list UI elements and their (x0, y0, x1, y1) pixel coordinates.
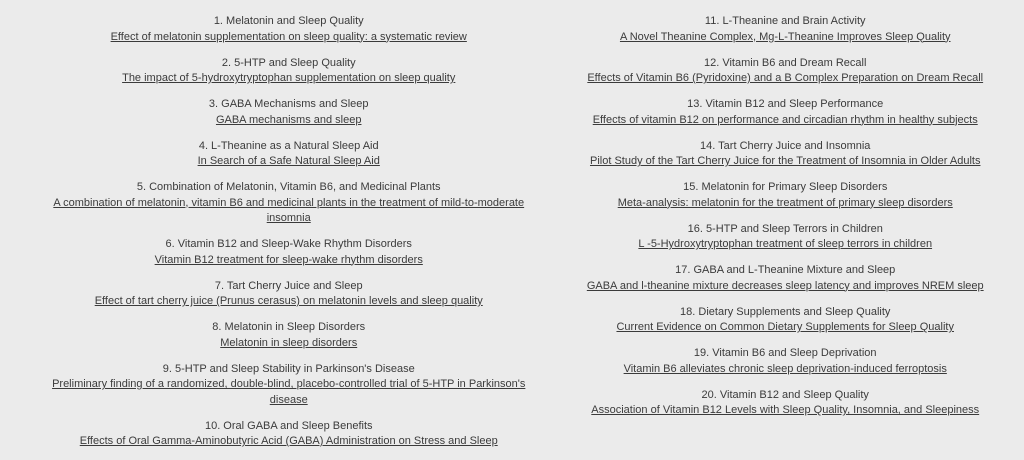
paper-link[interactable]: Effects of Vitamin B6 (Pyridoxine) and a B Complex Preparation on Dream Recall (587, 72, 984, 84)
paper-link[interactable]: Current Evidence on Common Dietary Supplements for Sleep Quality (616, 321, 954, 333)
paper-item-19 (546, 346, 1024, 377)
paper-item-10 (40, 419, 537, 450)
paper-title: 17. GABA and L-Theanine Mixture and Sleep (675, 264, 896, 276)
paper-item-17 (546, 263, 1024, 294)
paper-link[interactable]: A Novel Theanine Complex, Mg-L-Theanine Improves Sleep Quality (619, 30, 951, 43)
paper-link[interactable]: Effects of Oral Gamma-Aminobutyric Acid (GABA) Administration on Stress and Sleep (79, 435, 498, 447)
paper-item-4 (40, 139, 537, 170)
paper-title: 16. 5-HTP and Sleep Terrors in Children (687, 222, 883, 235)
paper-link[interactable]: Vitamin B6 alleviates chronic sleep deprivation-induced ferroptosis (623, 362, 947, 375)
paper-link[interactable]: L -5-Hydroxytryptophan treatment of sleep terrors in children (638, 238, 933, 250)
paper-link[interactable]: The impact of 5-hydroxytryptophan supplementation on sleep quality (122, 72, 456, 84)
paper-title: 10. Oral GABA and Sleep Benefits (204, 419, 373, 432)
paper-link[interactable]: Melatonin in sleep disorders (220, 336, 358, 349)
paper-link[interactable]: In Search of a Safe Natural Sleep Aid (197, 155, 380, 167)
paper-item-3 (40, 97, 537, 128)
paper-link[interactable]: Effect of melatonin supplementation on sleep quality: a systematic review (110, 30, 467, 43)
paper-item-20 (546, 388, 1024, 419)
paper-title: 1. Melatonin and Sleep Quality (213, 15, 364, 27)
paper-item-8 (40, 320, 537, 351)
paper-title: 9. 5-HTP and Sleep Stability in Parkinson's Disease (162, 362, 415, 375)
paper-item-16 (546, 222, 1024, 253)
paper-item-13 (546, 97, 1024, 128)
paper-link[interactable]: Vitamin B12 treatment for sleep-wake rhythm disorders (154, 253, 423, 266)
paper-title: 3. GABA Mechanisms and Sleep (208, 98, 369, 110)
paper-title: 11. L-Theanine and Brain Activity (704, 15, 866, 27)
paper-item-5 (40, 180, 537, 227)
paper-link[interactable]: A combination of melatonin, vitamin B6 and medicinal plants in the treatment of mild-to-moderate insomnia (53, 196, 525, 224)
paper-link[interactable]: Pilot Study of the Tart Cherry Juice for the Treatment of Insomnia in Older Adults (589, 155, 981, 167)
paper-title: 8. Melatonin in Sleep Disorders (212, 321, 366, 333)
paper-title: 15. Melatonin for Primary Sleep Disorders (683, 181, 888, 193)
paper-link[interactable]: Meta-analysis: melatonin for the treatment of primary sleep disorders (617, 196, 953, 209)
paper-title: 20. Vitamin B12 and Sleep Quality (701, 388, 869, 401)
papers-column-left (40, 14, 537, 460)
paper-title: 5. Combination of Melatonin, Vitamin B6, and Medicinal Plants (136, 181, 441, 193)
paper-item-7 (40, 279, 537, 310)
paper-link[interactable]: Effects of vitamin B12 on performance and circadian rhythm in healthy subjects (592, 113, 978, 126)
paper-item-2 (40, 56, 537, 87)
paper-link[interactable]: GABA mechanisms and sleep (215, 113, 362, 126)
paper-title: 14. Tart Cherry Juice and Insomnia (700, 139, 871, 152)
paper-link[interactable]: GABA and l-theanine mixture decreases sleep latency and improves NREM sleep (586, 279, 984, 292)
paper-item-9 (40, 362, 537, 409)
paper-item-15 (546, 180, 1024, 211)
paper-title: 13. Vitamin B12 and Sleep Performance (687, 98, 884, 110)
paper-title: 12. Vitamin B6 and Dream Recall (704, 56, 867, 69)
paper-item-6 (40, 237, 537, 268)
papers-column-right (546, 14, 1024, 460)
paper-link[interactable]: Preliminary finding of a randomized, double-blind, placebo-controlled trial of 5-HTP in Parkinson's disease (52, 378, 526, 406)
paper-title: 19. Vitamin B6 and Sleep Deprivation (693, 347, 877, 359)
paper-item-11 (546, 14, 1024, 45)
paper-title: 2. 5-HTP and Sleep Quality (221, 56, 356, 69)
paper-item-14 (546, 139, 1024, 170)
paper-item-1 (40, 14, 537, 45)
paper-item-12 (546, 56, 1024, 87)
paper-title: 7. Tart Cherry Juice and Sleep (214, 279, 363, 292)
paper-title: 6. Vitamin B12 and Sleep-Wake Rhythm Disorders (165, 238, 412, 250)
paper-item-18 (546, 305, 1024, 336)
paper-link[interactable]: Effect of tart cherry juice (Prunus cerasus) on melatonin levels and sleep quality (94, 295, 483, 307)
paper-title: 4. L-Theanine as a Natural Sleep Aid (198, 139, 379, 152)
paper-link[interactable]: Association of Vitamin B12 Levels with Sleep Quality, Insomnia, and Sleepiness (591, 404, 980, 416)
paper-title: 18. Dietary Supplements and Sleep Quality (680, 305, 891, 318)
